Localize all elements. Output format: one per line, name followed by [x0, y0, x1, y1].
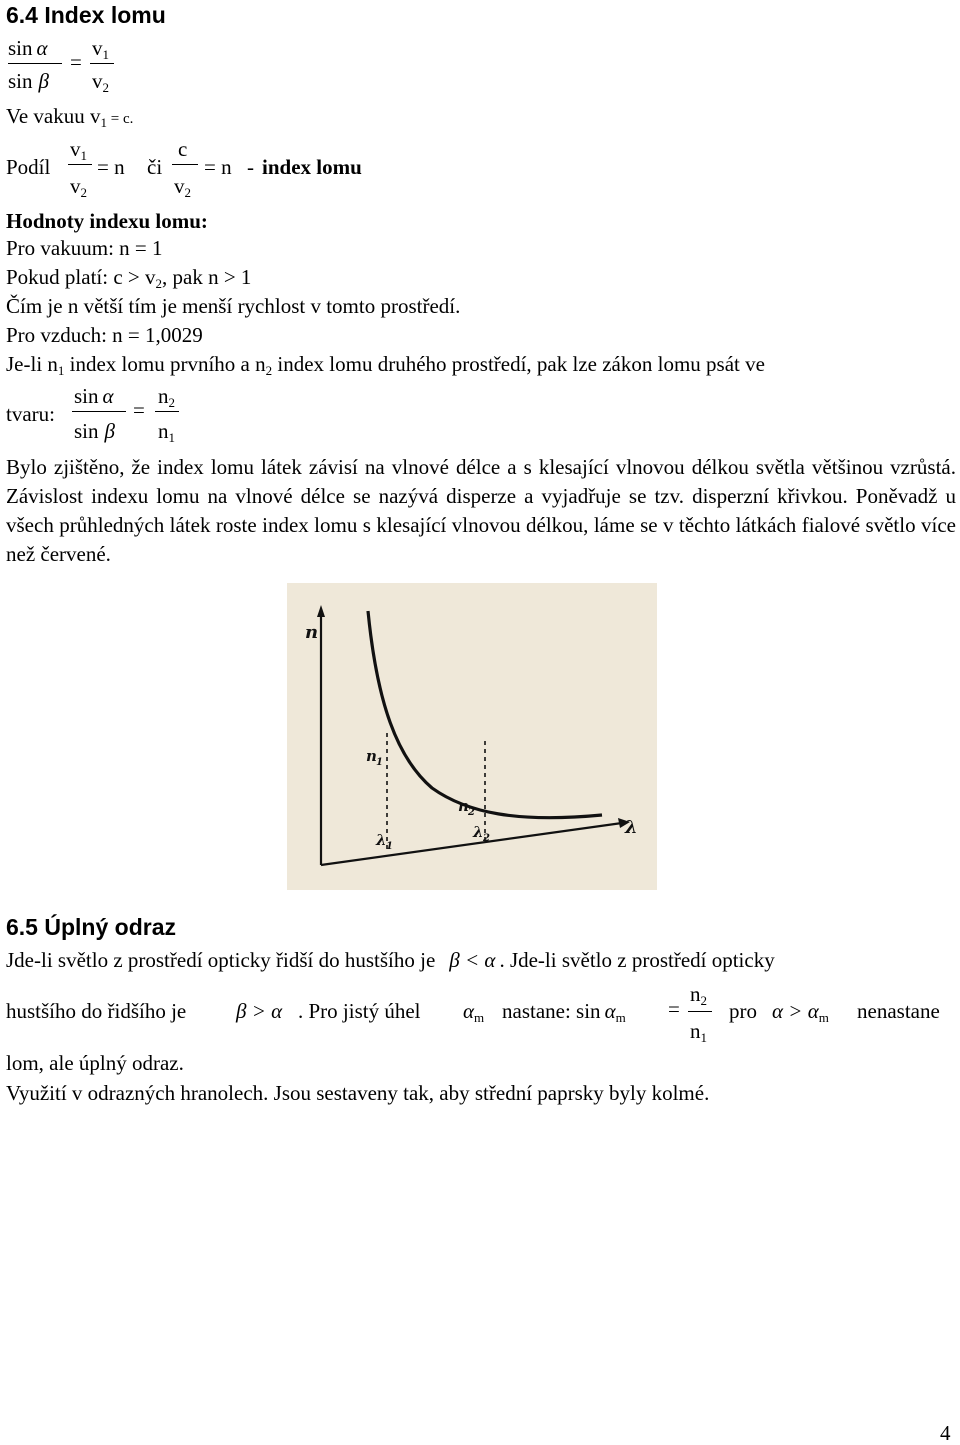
- y-axis-arrow: [317, 605, 325, 617]
- sin-text: sin: [74, 419, 99, 443]
- dispersion-figure: [287, 583, 657, 890]
- subscript: 2: [700, 993, 707, 1008]
- dispersion-paragraph: Bylo zjištěno, že index lomu látek závisí na vlnové délce a s klesající vlnovou délkou světla většinou vzrůstá. Závislost indexu lomu na vlnové délce se nazývá disperze a vyjadřuje se tzv. disperzní křivkou. Poněvadž u všech průhledných látek roste index lomu s klesající vlnovou délkou, láme se v těchto látkách fialové světlo více než červené.: [6, 455, 956, 566]
- beta-symbol: β: [104, 419, 115, 443]
- section-title-6-5: 6.5 Úplný odraz: [6, 914, 176, 940]
- text-span: nenastane: [857, 999, 940, 1023]
- sin-text: sin: [8, 36, 33, 60]
- fraction-line: [688, 1011, 712, 1012]
- total-reflection-line1: [6, 950, 956, 971]
- alpha-greater-alpha-m: [772, 1001, 829, 1024]
- fraction-line: [90, 63, 114, 64]
- subscript: 1: [57, 363, 65, 378]
- condition-tail: , pak n > 1: [162, 265, 252, 289]
- v-symbol: v: [70, 137, 81, 161]
- vacuum-line: [6, 106, 133, 129]
- v-symbol: v: [174, 174, 185, 198]
- equals-n: = n: [204, 155, 232, 179]
- v-symbol: v: [70, 174, 81, 198]
- section-title-6-4: 6.4 Index lomu: [6, 2, 166, 28]
- speed-relation: Čím je n větší tím je menší rychlost v tomto prostředí.: [6, 294, 461, 318]
- vacuum-text: Ve vakuu v: [6, 104, 101, 128]
- tvaru-label: tvaru:: [6, 402, 55, 426]
- n2-numerator: [690, 984, 707, 1007]
- text-span: pro: [729, 999, 757, 1023]
- n2-label: n: [458, 797, 469, 815]
- subscript: 2: [265, 363, 273, 378]
- x-axis-label: λ: [625, 817, 638, 838]
- text-span: . Jde-li světlo z prostředí opticky: [499, 948, 775, 972]
- ci-word: či: [147, 155, 163, 179]
- subscript: 1: [700, 1030, 707, 1045]
- dispersion-curve-svg: [287, 583, 657, 890]
- subscript: m: [615, 1010, 626, 1025]
- jeli-line: [6, 354, 956, 377]
- n-symbol: n: [690, 982, 701, 1006]
- text-span: Jde-li světlo z prostředí opticky řidší do hustšího je: [6, 948, 436, 972]
- text-span: . Pro jistý úhel: [298, 999, 421, 1023]
- index-lomu-label: index lomu: [262, 155, 362, 179]
- beta-symbol: β: [38, 69, 49, 93]
- lambda2-label: λ: [473, 823, 484, 841]
- c-symbol: c: [178, 137, 188, 161]
- subscript: 2: [168, 395, 175, 410]
- subscript: 1: [80, 148, 87, 163]
- alpha-symbol: α: [463, 999, 475, 1023]
- subscript: 2: [155, 276, 163, 291]
- equals-n: = n: [97, 155, 125, 179]
- alpha-symbol: α: [36, 36, 48, 60]
- values-heading: Hodnoty indexu lomu:: [6, 209, 208, 233]
- alpha-symbol: α: [102, 384, 114, 408]
- equals-sign: =: [133, 398, 145, 422]
- fraction-line: [155, 411, 179, 412]
- n1-label: n: [366, 747, 377, 765]
- n-symbol: n: [158, 384, 169, 408]
- subscript: 1: [102, 47, 109, 62]
- fraction-line: [8, 63, 62, 64]
- n1-subscript: 1: [376, 757, 383, 768]
- text-span: nastane: sin: [502, 999, 601, 1023]
- equals-sign: =: [668, 997, 680, 1021]
- x-axis: [321, 823, 622, 865]
- condition-line: [6, 267, 251, 290]
- air-value: Pro vzduch: n = 1,0029: [6, 323, 203, 347]
- beta-less-alpha: β < α: [449, 948, 496, 972]
- dash: -: [247, 155, 254, 179]
- fraction-line: [172, 164, 198, 165]
- fraction-line: [68, 164, 92, 165]
- text-span: hustšího do řidšího je: [6, 999, 187, 1023]
- jeli-text: index lomu druhého prostředí, pak lze zákon lomu psát ve: [272, 352, 765, 376]
- lambda1-subscript: 1: [386, 841, 393, 852]
- sin-text: sin: [74, 384, 99, 408]
- subscript: 2: [184, 185, 191, 200]
- fraction-line: [72, 411, 126, 412]
- subscript: 1: [100, 115, 107, 130]
- n1-denominator: [690, 1021, 707, 1044]
- beta-greater-alpha: β > α: [236, 999, 283, 1023]
- subscript: 2: [102, 80, 109, 95]
- lambda2-subscript: 2: [483, 833, 490, 844]
- n-symbol: n: [690, 1019, 701, 1043]
- n-symbol: n: [158, 419, 169, 443]
- alpha-symbol: α: [604, 999, 616, 1023]
- total-reflection-line3: lom, ale úplný odraz.: [6, 1051, 184, 1075]
- equals-sign: =: [70, 50, 82, 74]
- vacuum-value: Pro vakuum: n = 1: [6, 236, 163, 260]
- jeli-text: Je-li n: [6, 352, 58, 376]
- dispersion-curve: [368, 611, 602, 818]
- alpha-m: [463, 1001, 484, 1024]
- podil-word: Podíl: [6, 155, 51, 179]
- sin-text: sin: [8, 69, 33, 93]
- vacuum-tail: = c.: [106, 111, 134, 127]
- total-reflection-line4: Využití v odrazných hranolech. Jsou sestaveny tak, aby střední paprsky byly kolmé.: [6, 1081, 710, 1105]
- jeli-text: index lomu prvního a n: [64, 352, 266, 376]
- condition-text: Pokud platí: c > v: [6, 265, 156, 289]
- sin-alpha-m: [502, 1001, 626, 1024]
- subscript: 2: [80, 185, 87, 200]
- lambda1-label: λ: [376, 831, 387, 849]
- condition: α > α: [772, 999, 819, 1023]
- n2-subscript: 2: [468, 807, 475, 818]
- v-symbol: v: [92, 69, 103, 93]
- subscript: m: [474, 1010, 485, 1025]
- page-number: 4: [940, 1421, 951, 1445]
- y-axis-label: n: [305, 622, 319, 643]
- subscript: 1: [168, 430, 175, 445]
- subscript: m: [818, 1010, 829, 1025]
- v-symbol: v: [92, 36, 103, 60]
